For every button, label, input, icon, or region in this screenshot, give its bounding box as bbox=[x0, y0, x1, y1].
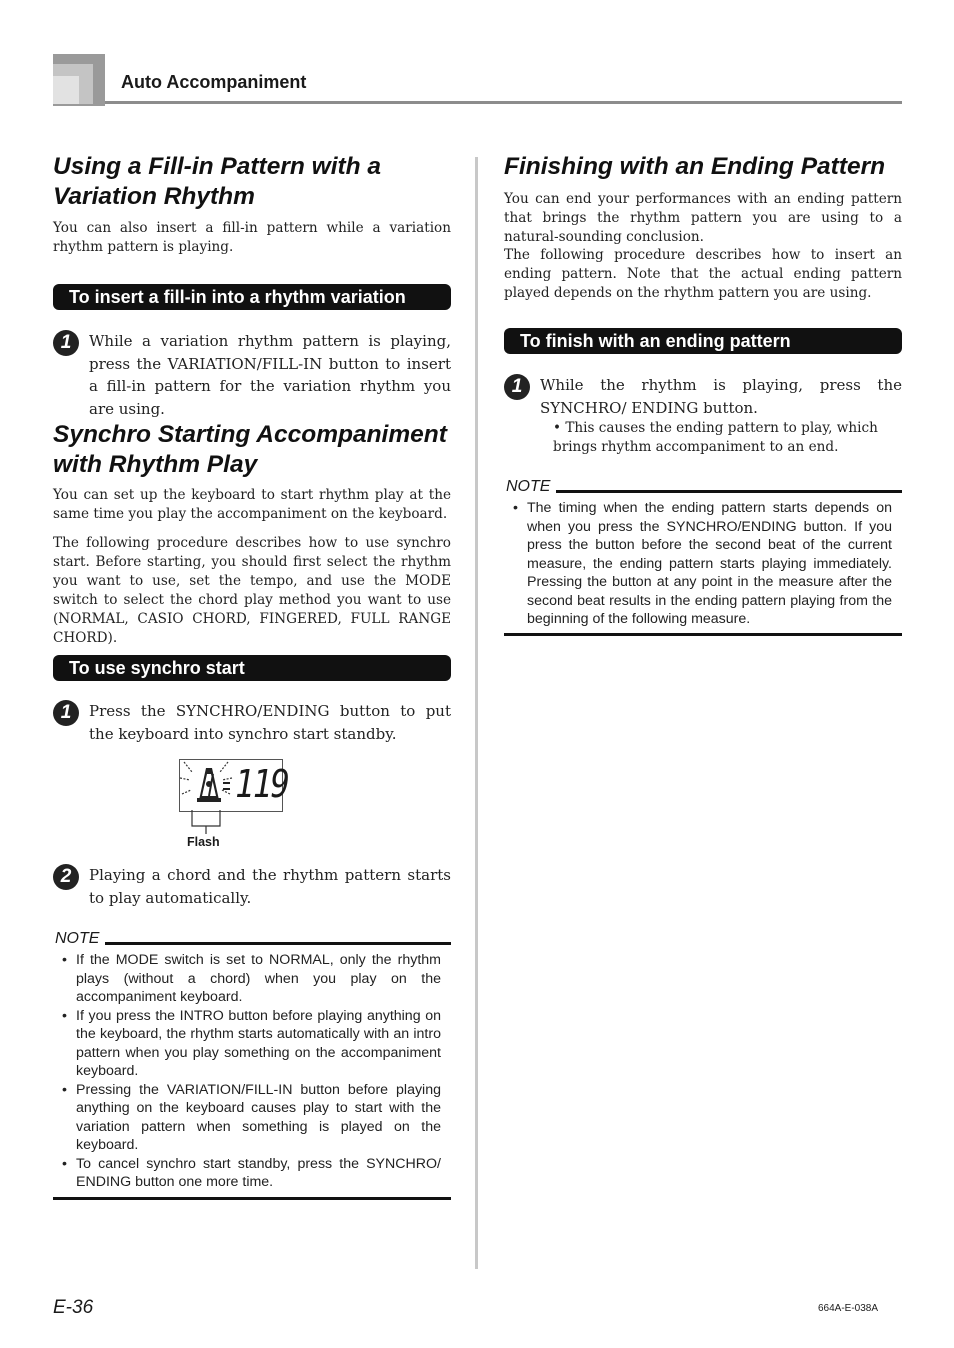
ending-para-1: You can end your performances with an ending pattern that brings the rhythm pattern you are using to a natural-sounding conclusion. bbox=[504, 191, 902, 245]
column-divider bbox=[475, 157, 478, 1269]
note-label: NOTE bbox=[506, 478, 551, 495]
header-rule bbox=[105, 101, 902, 104]
corner-tab-graphic bbox=[53, 54, 105, 106]
note-top-rule bbox=[556, 490, 902, 493]
ending-para-2: The following procedure describes how to insert an ending pattern. Note that the actual ending pattern played depends on the rhythm pattern you are using. bbox=[504, 247, 902, 301]
synchro-procedure-bar: To use synchro start bbox=[53, 655, 451, 681]
synchro-para-2: The following procedure describes how to use synchro start. Before starting, you should first select the rhythm you want to use, set the tempo, and use the MODE switch to select the chord play method you want to use (NORMAL, CASIO CHORD, FINGERED, FULL RANGE CHORD). bbox=[53, 535, 451, 646]
ending-procedure-bar: To finish with an ending pattern bbox=[504, 328, 902, 354]
document-code: 664A-E-038A bbox=[818, 1303, 879, 1314]
flash-callout-bracket bbox=[188, 810, 228, 834]
tempo-value: 119 bbox=[235, 762, 289, 806]
note-item: • The timing when the ending pattern starts depends on when you press the SYNCHRO/ENDING button. If you press the button before the second beat of the current measure, the ending pattern starts playing immediately. Pressing the button at any point in the measure after the second beat results in the ending pattern playing from the beginning of the following measure. bbox=[504, 499, 892, 629]
page-number: E-36 bbox=[53, 1297, 94, 1318]
step-text: While the rhythm is playing, press the SYNCHRO/ ENDING button. bbox=[540, 376, 902, 417]
note-bottom-rule bbox=[504, 633, 902, 636]
step-text: Press the SYNCHRO/ENDING button to put the keyboard into synchro start standby. bbox=[89, 702, 451, 743]
note-item: • If you press the INTRO button before playing anything on the keyboard, the rhythm starts automatically with an intro pattern when you play something on the accompaniment keyboard. bbox=[53, 1007, 441, 1081]
step-number: 1 bbox=[504, 374, 530, 400]
note-item: • To cancel synchro start standby, press the SYNCHRO/ ENDING button one more time. bbox=[53, 1155, 441, 1192]
step-text: Playing a chord and the rhythm pattern starts to play automatically. bbox=[89, 866, 451, 907]
step-number: 1 bbox=[53, 330, 79, 356]
note-bottom-rule bbox=[53, 1197, 451, 1200]
note-item: • Pressing the VARIATION/FILL-IN button before playing anything on the keyboard causes play to start with the variation pattern when something is played on the keyboard. bbox=[53, 1081, 441, 1155]
note-label: NOTE bbox=[55, 930, 100, 947]
ending-note-list bbox=[504, 499, 892, 629]
synchro-note-list bbox=[53, 951, 441, 1192]
ending-heading: Finishing with an Ending Pattern bbox=[504, 153, 886, 180]
step-text: While a variation rhythm pattern is playing, press the VARIATION/FILL-IN button to insert a fill-in pattern for the variation rhythm you are using. bbox=[89, 332, 451, 418]
section-title: Auto Accompaniment bbox=[121, 72, 307, 92]
fillin-procedure-bar: To insert a fill-in into a rhythm variation bbox=[53, 284, 451, 310]
step-number: 1 bbox=[53, 700, 79, 726]
flash-label: Flash bbox=[187, 835, 220, 849]
synchro-heading: Synchro Starting Accompaniment with Rhythm Play bbox=[53, 421, 447, 478]
step-number: 2 bbox=[53, 864, 79, 890]
note-item: • If the MODE switch is set to NORMAL, only the rhythm plays (without a chord) when you play on the accompaniment keyboard. bbox=[53, 951, 441, 1007]
lcd-display-figure bbox=[179, 759, 289, 812]
synchro-para-1: You can set up the keyboard to start rhythm play at the same time you play the accompaniment on the keyboard. bbox=[53, 487, 451, 522]
fillin-heading: Using a Fill-in Pattern with a Variation Rhythm bbox=[53, 153, 382, 210]
step-sub-bullet: • This causes the ending pattern to play, which brings rhythm accompaniment to an end. bbox=[553, 420, 878, 455]
fillin-intro: You can also insert a fill-in pattern while a variation rhythm pattern is playing. bbox=[53, 220, 451, 255]
note-top-rule bbox=[105, 942, 451, 945]
